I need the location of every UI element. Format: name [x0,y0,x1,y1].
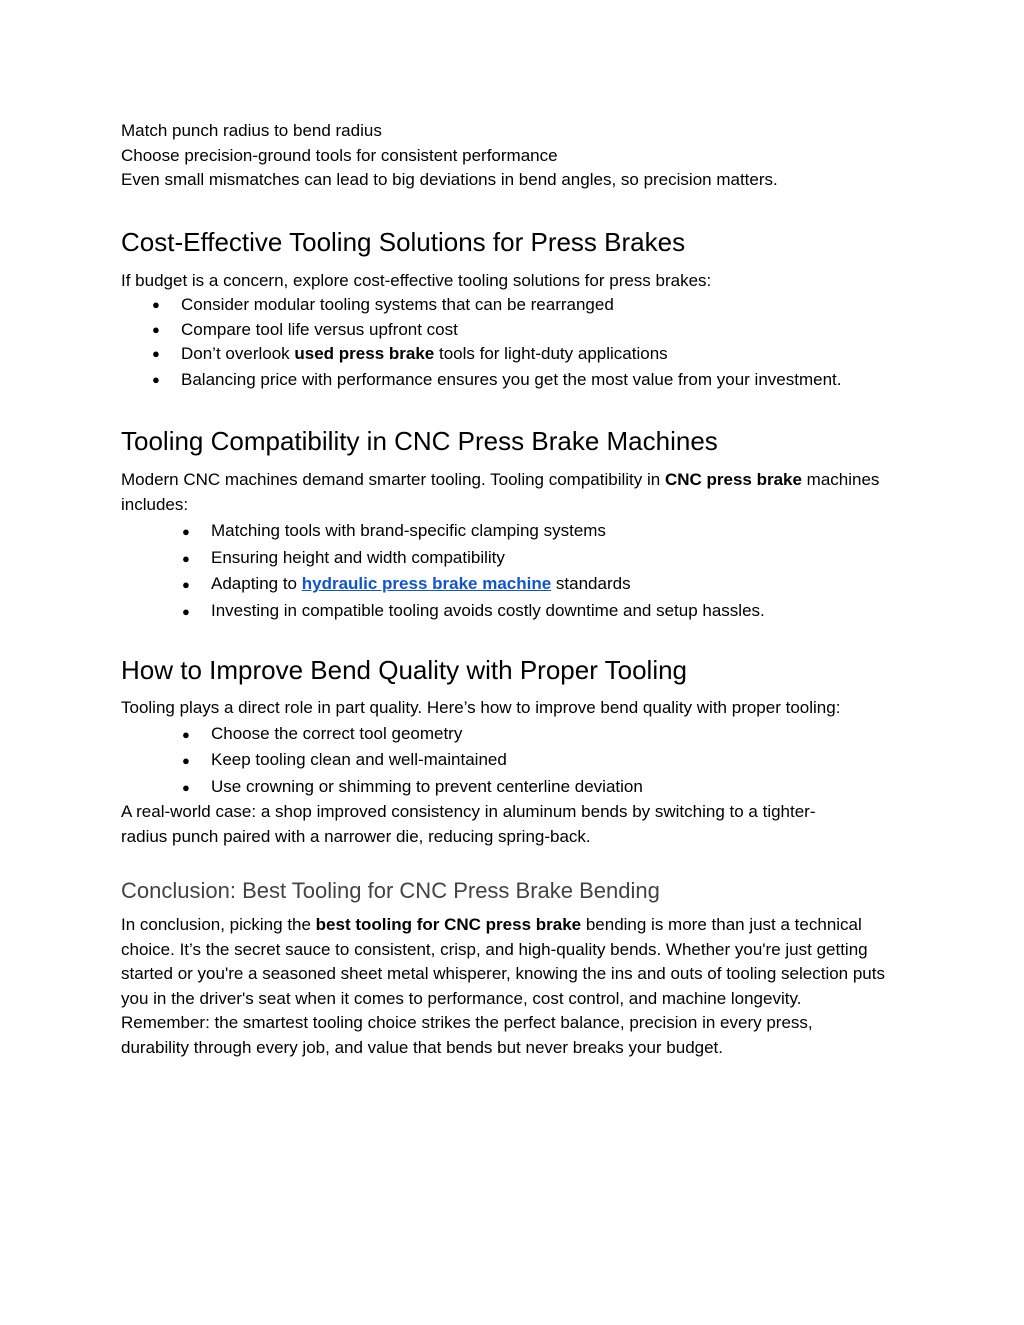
list-item: ● Keep tooling clean and well-maintained [121,747,911,774]
closing-paragraph: Remember: the smartest tooling choice strikes the perfect balance, precision in every press, durability through every job, and value that bends but never breaks your budget. [121,1013,813,1057]
bullet-icon: ● [182,779,190,795]
bullet-icon: ● [182,726,190,742]
section-heading-quality: How to Improve Bend Quality with Proper Tooling [121,655,688,685]
bold-term: used press brake [294,344,435,363]
bold-term: CNC press brake [664,470,802,489]
list-item: ● Ensuring height and width compatibility [121,545,911,572]
list-item: ● Balancing price with performance ensures you get the most value from your investment. [121,368,911,393]
conclusion-paragraph: In conclusion, picking the best tooling for CNC press brake bending is more than just a technical choice. It’s the secret sauce to consistent, crisp, and high-quality bends. Whether you're just getting started or you're a seasoned sheet metal whisperer, knowing the ins and outs of tooling selection puts you in the driver's seat when it comes to performance, cost control, and machine longevity. [121,915,885,1008]
bullet-icon: ● [182,603,190,619]
intro-line: Choose precision-ground tools for consistent performance [121,145,558,165]
bullet-icon: ● [182,753,190,768]
bullet-icon: ● [152,371,160,387]
section-heading-compatibility: Tooling Compatibility in CNC Press Brake Machines [121,426,718,456]
hydraulic-press-brake-link[interactable]: hydraulic press brake machine [301,574,552,593]
bullet-icon: ● [152,297,160,312]
section-heading-cost: Cost-Effective Tooling Solutions for Press Brakes [121,226,686,257]
list-item: ● Matching tools with brand-specific clamping systems [121,518,911,545]
list-item: ● Don’t overlook used press brake tools for light-duty applications [121,342,911,367]
intro-block [121,0,911,193]
list-item: ● Consider modular tooling systems that can be rearranged [121,293,911,318]
bullet-icon: ● [182,550,190,566]
cost-intro: If budget is a concern, explore cost-effective tooling solutions for press brakes: [121,270,712,290]
case-paragraph: A real-world case: a shop improved consistency in aluminum bends by switching to a tighter-radius punch paired with a narrower die, reducing spring-back. [121,802,816,846]
list-item: ● Choose the correct tool geometry [121,721,911,748]
list-item: ● Compare tool life versus upfront cost [121,318,911,343]
quality-list [121,721,911,801]
list-item: ● Investing in compatible tooling avoids costly downtime and setup hassles. [121,598,911,625]
compat-intro: Modern CNC machines demand smarter tooling. Tooling compatibility in CNC press brake machines includes: [121,470,880,514]
bullet-icon: ● [152,346,160,361]
bold-term: best tooling for CNC press brake [315,915,582,934]
bullet-icon: ● [152,321,160,337]
intro-line: Match punch radius to bend radius [121,121,382,140]
list-item: ● Adapting to hydraulic press brake machine standards [121,571,911,598]
section-heading-conclusion: Conclusion: Best Tooling for CNC Press Brake Bending [121,878,660,903]
bullet-icon: ● [182,524,190,539]
cost-list [121,293,911,392]
quality-intro: Tooling plays a direct role in part quality. Here’s how to improve bend quality with proper tooling: [121,698,841,717]
list-item: ● Use crowning or shimming to prevent centerline deviation [121,774,911,801]
intro-line: Even small mismatches can lead to big deviations in bend angles, so precision matters. [121,170,778,189]
compat-list [121,518,911,624]
document-page [121,0,911,1060]
bullet-icon: ● [182,577,190,592]
